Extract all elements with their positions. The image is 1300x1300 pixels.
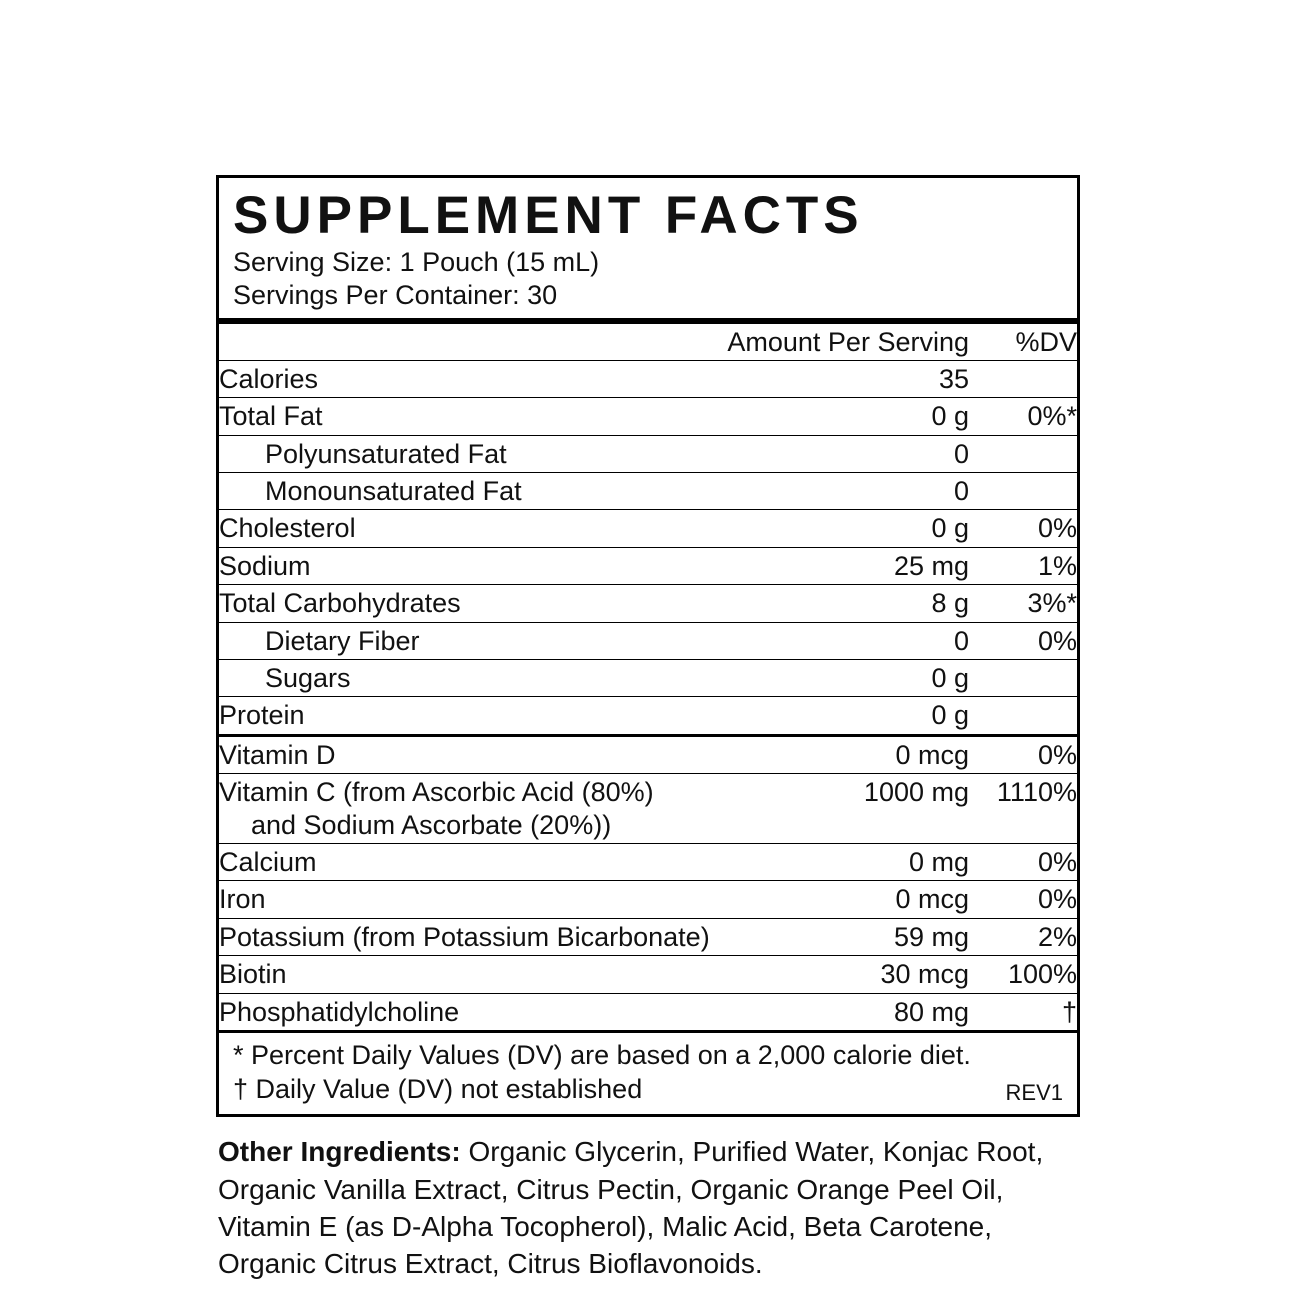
nutrient-amount: 25 mg (727, 547, 969, 584)
nutrient-amount: 0 mcg (779, 737, 969, 774)
nutrients-table (219, 324, 1077, 734)
nutrient-amount: 0 (727, 622, 969, 659)
nutrient-dv: 2% (969, 918, 1077, 955)
nutrient-name (219, 774, 779, 844)
table-row (219, 660, 1077, 697)
table-row (219, 774, 1077, 844)
nutrient-dv: 0% (969, 843, 1077, 880)
table-row (219, 435, 1077, 472)
table-row (219, 697, 1077, 734)
serving-information (219, 246, 1077, 318)
nutrient-name: Polyunsaturated Fat (219, 435, 727, 472)
nutrient-amount: 0 (727, 435, 969, 472)
nutrient-dv: 0% (969, 622, 1077, 659)
nutrient-name-line2: and Sodium Ascorbate (20%)) (251, 809, 612, 840)
nutrient-amount: 0 g (931, 700, 969, 731)
supplement-facts-box (216, 175, 1080, 1117)
header-percent-dv: %DV (969, 324, 1077, 361)
table-header-row (219, 324, 1077, 361)
table-row (219, 510, 1077, 547)
nutrient-dv (969, 473, 1077, 510)
nutrient-dv: 1110% (969, 774, 1077, 844)
nutrient-amount: 0 g (727, 660, 969, 697)
table-row (219, 956, 1077, 993)
nutrient-dv: 0% (969, 737, 1077, 774)
nutrient-name: Calories (219, 360, 727, 397)
nutrient-name: Total Fat (219, 398, 727, 435)
nutrient-dv: † (1061, 996, 1077, 1027)
nutrient-amount: 0 g (727, 510, 969, 547)
nutrient-name: Dietary Fiber (219, 622, 727, 659)
table-row (219, 881, 1077, 918)
nutrient-name: Biotin (219, 956, 779, 993)
nutrient-name: Potassium (from Potassium Bicarbonate) (219, 918, 779, 955)
nutrient-dv (969, 360, 1077, 397)
table-row (219, 622, 1077, 659)
nutrient-amount: 80 mg (893, 996, 969, 1027)
table-row (219, 547, 1077, 584)
nutrient-name: Protein (219, 700, 305, 731)
nutrient-dv: 0% (969, 881, 1077, 918)
table-row (219, 360, 1077, 397)
nutrient-name: Phosphatidylcholine (219, 996, 460, 1027)
footnotes (219, 1030, 1077, 1115)
revision-code: REV1 (1005, 1079, 1063, 1105)
nutrient-amount: 0 g (727, 398, 969, 435)
footnote-daily-values: * Percent Daily Values (DV) are based on a 2,000 calorie diet. (233, 1039, 971, 1070)
table-row (219, 843, 1077, 880)
nutrient-dv: 0% (969, 510, 1077, 547)
nutrient-name-line1: Vitamin C (from Ascorbic Acid (80%) (219, 777, 654, 808)
nutrient-amount: 0 mcg (779, 881, 969, 918)
nutrient-amount: 59 mg (779, 918, 969, 955)
header-blank (219, 324, 727, 361)
table-row (219, 993, 1077, 1030)
nutrient-name: Calcium (219, 843, 779, 880)
nutrient-dv: 0%* (969, 398, 1077, 435)
other-ingredients-text: Organic Glycerin, Purified Water, Konjac Root, Organic Vanilla Extract, Citrus Pectin, Organic Orange Peel Oil, Vitamin E (as D-Alpha Tocopherol), Malic Acid, Beta Carotene, Organic Citrus Extract, Citrus Bioflavonoids. (218, 1136, 1044, 1280)
nutrient-name: Iron (219, 881, 779, 918)
nutrient-dv (969, 697, 1077, 734)
table-row (219, 398, 1077, 435)
nutrient-dv: 3%* (969, 585, 1077, 622)
other-ingredients (216, 1133, 1080, 1282)
header-amount-per-serving: Amount Per Serving (727, 324, 969, 361)
nutrient-amount: 30 mcg (779, 956, 969, 993)
nutrient-name: Cholesterol (219, 510, 727, 547)
nutrient-name: Vitamin D (219, 737, 779, 774)
nutrient-name: Monounsaturated Fat (219, 473, 727, 510)
table-row (219, 918, 1077, 955)
nutrient-name: Sugars (219, 660, 727, 697)
label-panel (216, 175, 1080, 1282)
nutrient-name: Sodium (219, 547, 727, 584)
nutrient-amount: 1000 mg (779, 774, 969, 844)
vitamins-table (219, 737, 1077, 1030)
panel-title: SUPPLEMENT FACTS (233, 186, 864, 245)
serving-size: Serving Size: 1 Pouch (15 mL) (233, 246, 600, 277)
table-row (219, 585, 1077, 622)
nutrient-name: Total Carbohydrates (219, 585, 727, 622)
servings-per-container: Servings Per Container: 30 (233, 279, 558, 310)
other-ingredients-heading: Other Ingredients: (218, 1136, 461, 1168)
nutrient-dv: 100% (969, 956, 1077, 993)
table-row (219, 737, 1077, 774)
footnote-dv-not-established: † Daily Value (DV) not established (233, 1073, 643, 1104)
nutrient-amount: 0 mg (779, 843, 969, 880)
nutrient-dv: 1% (969, 547, 1077, 584)
nutrient-dv (969, 660, 1077, 697)
nutrient-dv (969, 435, 1077, 472)
nutrient-amount: 35 (727, 360, 969, 397)
table-row (219, 473, 1077, 510)
nutrient-amount: 8 g (727, 585, 969, 622)
nutrient-amount: 0 (727, 473, 969, 510)
